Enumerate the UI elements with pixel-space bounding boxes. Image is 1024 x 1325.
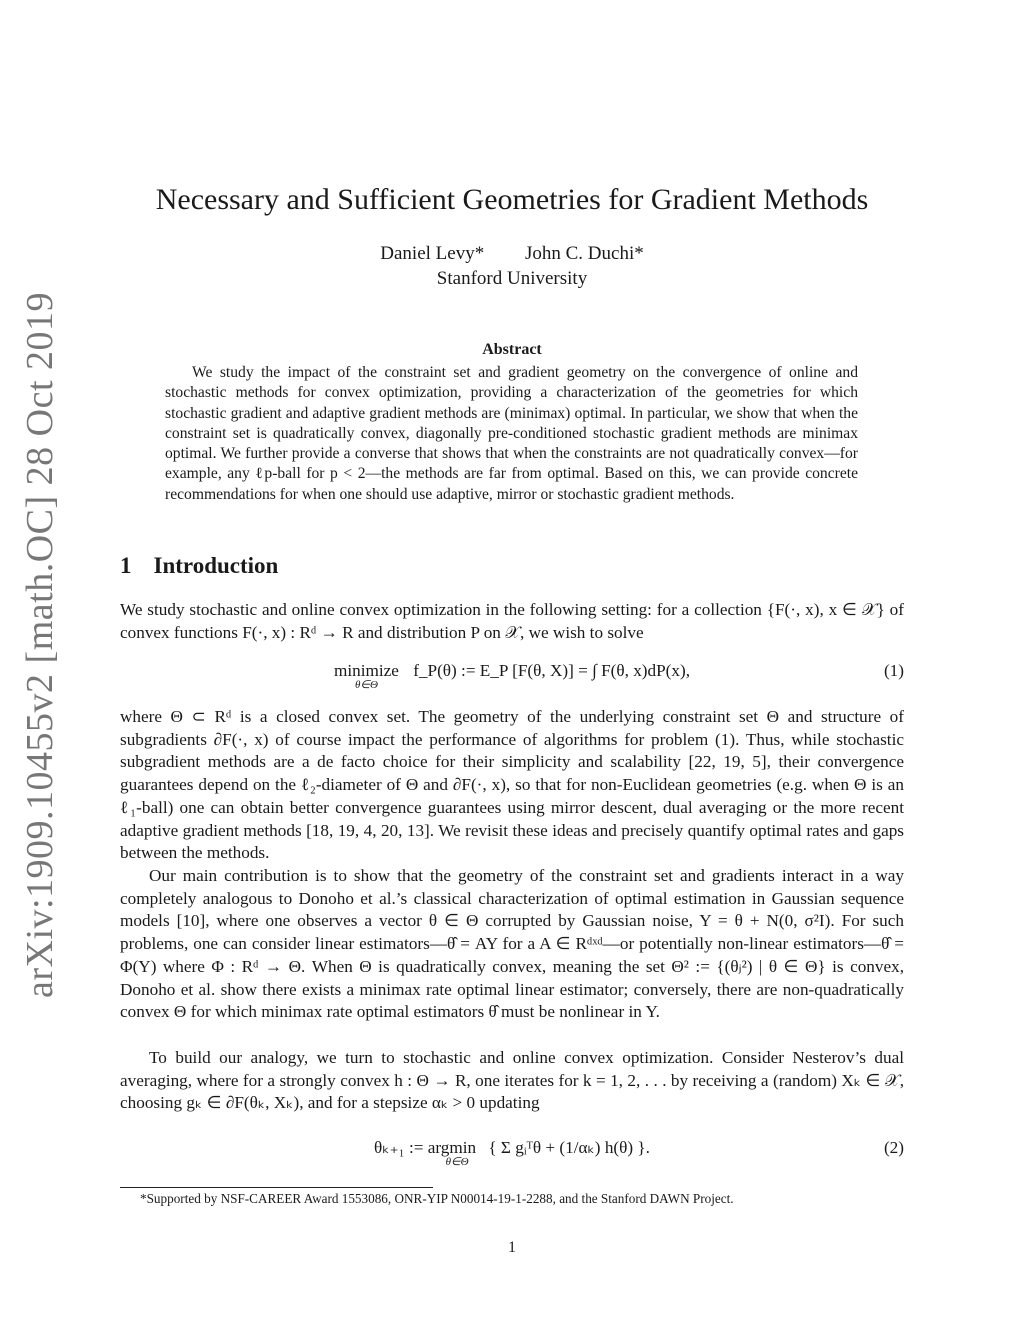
author-name: John C. Duchi* bbox=[524, 243, 644, 264]
equation-subscript: θ∈Θ bbox=[445, 1156, 469, 1168]
author-name: Daniel Levy* bbox=[380, 243, 485, 264]
paragraph-text: To build our analogy, we turn to stochastic and online convex optimization. Consider Nesterov’s dual averaging, where for a strongly convex h : Θ → R, one iterates for k = 1, 2, . . . by receiving a (random) Xₖ ∈ 𝒳, choosing gₖ ∈ ∂F(θₖ, Xₖ), and for a stepsize αₖ > 0 updating bbox=[120, 1048, 904, 1113]
section-title: Introduction bbox=[153, 553, 279, 578]
author-list bbox=[0, 243, 1024, 265]
paper-title: Necessary and Sufficient Geometries for Gradient Methods bbox=[155, 183, 869, 216]
equation-rhs: f_P(θ) := E_P [F(θ, X)] = ∫ F(θ, x)dP(x), bbox=[413, 661, 691, 680]
paragraph-text: Our main contribution is to show that the geometry of the constraint set and gradients interact in a way completely analogous to Donoho et al.’s classical characterization of optimal estimation in Gaussian sequence models [10], where one observes a vector θ ∈ Θ corrupted by Gaussian noise, Y = θ + N(0, σ²I). For such problems, one can consider linear estimators—θ̂ = AY for a A ∈ Rᵈˣᵈ—or potentially non-linear estimators—θ̂ = Φ(Y) where Φ : Rᵈ → Θ. When Θ is quadratically convex, meaning the set Θ² := {(θⱼ²) | θ ∈ Θ} is convex, Donoho et al. show there exists a minimax rate optimal linear estimator; conversely, there are non-quadratically convex Θ for which minimax rate optimal estimators θ̂ must be nonlinear in Y. bbox=[120, 866, 904, 1022]
equation-lhs: minimize bbox=[333, 661, 399, 680]
paragraph-text: We study stochastic and online convex optimization in the following setting: for a collection {F(·, x), x ∈ 𝒳} of convex functions F(·, x) : Rᵈ → R and distribution P on 𝒳, we wish to solve bbox=[120, 600, 904, 642]
paragraph bbox=[120, 706, 904, 865]
footnote: *Supported by NSF-CAREER Award 1553086, ONR-YIP N00014-19-1-2288, and the Stanford DAWN Project. bbox=[140, 1191, 734, 1206]
equation-operator bbox=[333, 661, 399, 691]
paragraph bbox=[120, 599, 904, 644]
paragraph-text: where Θ ⊂ Rᵈ is a closed convex set. The geometry of the underlying constraint set Θ and structure of subgradients ∂F(·, x) of course impact the performance of algorithms for problem (1). Thus, while stochastic subgradient methods are a de facto choice for their simplicity and scalability [22, 19, 5], their convergence guarantees depend on the ℓ₂-diameter of Θ and ∂F(·, x), so that for non-Euclidean geometries (e.g. when Θ is an ℓ₁-ball) one can obtain better convergence guarantees using mirror descent, dual averaging or the more recent adaptive gradient methods [18, 19, 4, 20, 13]. We revisit these ideas and precisely quantify optimal rates and gaps between the methods. bbox=[120, 707, 904, 863]
paragraph bbox=[120, 865, 904, 1024]
arxiv-id: arXiv:1909.10455v2 [math.OC] 28 Oct 2019 bbox=[19, 291, 61, 999]
arxiv-stamp bbox=[10, 291, 70, 999]
equation-lhs: θₖ₊₁ := argmin bbox=[374, 1138, 477, 1157]
page-number: 1 bbox=[508, 1239, 516, 1256]
footnote-rule bbox=[120, 1187, 433, 1188]
section-number: 1 bbox=[120, 553, 132, 578]
equation-body bbox=[120, 1138, 904, 1168]
equation-number: (2) bbox=[883, 1138, 904, 1157]
abstract-text: We study the impact of the constraint set and gradient geometry on the convergence of online and stochastic methods for convex optimization, providing a characterization of the geometries for which stochastic gradient and adaptive gradient methods are (minimax) optimal. In particular, we show that when the constraint set is quadratically convex, diagonally pre-conditioned stochastic gradient methods are minimax optimal. We further provide a converse that shows that when the constraints are not quadratically convex—for example, any ℓp-ball for p < 2—the methods are far from optimal. Based on this, we can provide concrete recommendations for when one should use adaptive, mirror or stochastic gradient methods. bbox=[165, 364, 858, 503]
abstract-heading: Abstract bbox=[482, 341, 542, 358]
paragraph bbox=[120, 1047, 904, 1115]
equation-1 bbox=[120, 653, 904, 693]
equation-operator bbox=[374, 1138, 477, 1168]
affiliation: Stanford University bbox=[436, 268, 588, 289]
equation-subscript: θ∈Θ bbox=[354, 679, 378, 691]
section-heading bbox=[120, 553, 278, 579]
equation-2 bbox=[120, 1130, 904, 1170]
equation-rhs: { Σ gᵢᵀθ + (1/αₖ) h(θ) }. bbox=[488, 1138, 650, 1157]
equation-body bbox=[120, 661, 904, 691]
equation-number: (1) bbox=[883, 661, 904, 680]
